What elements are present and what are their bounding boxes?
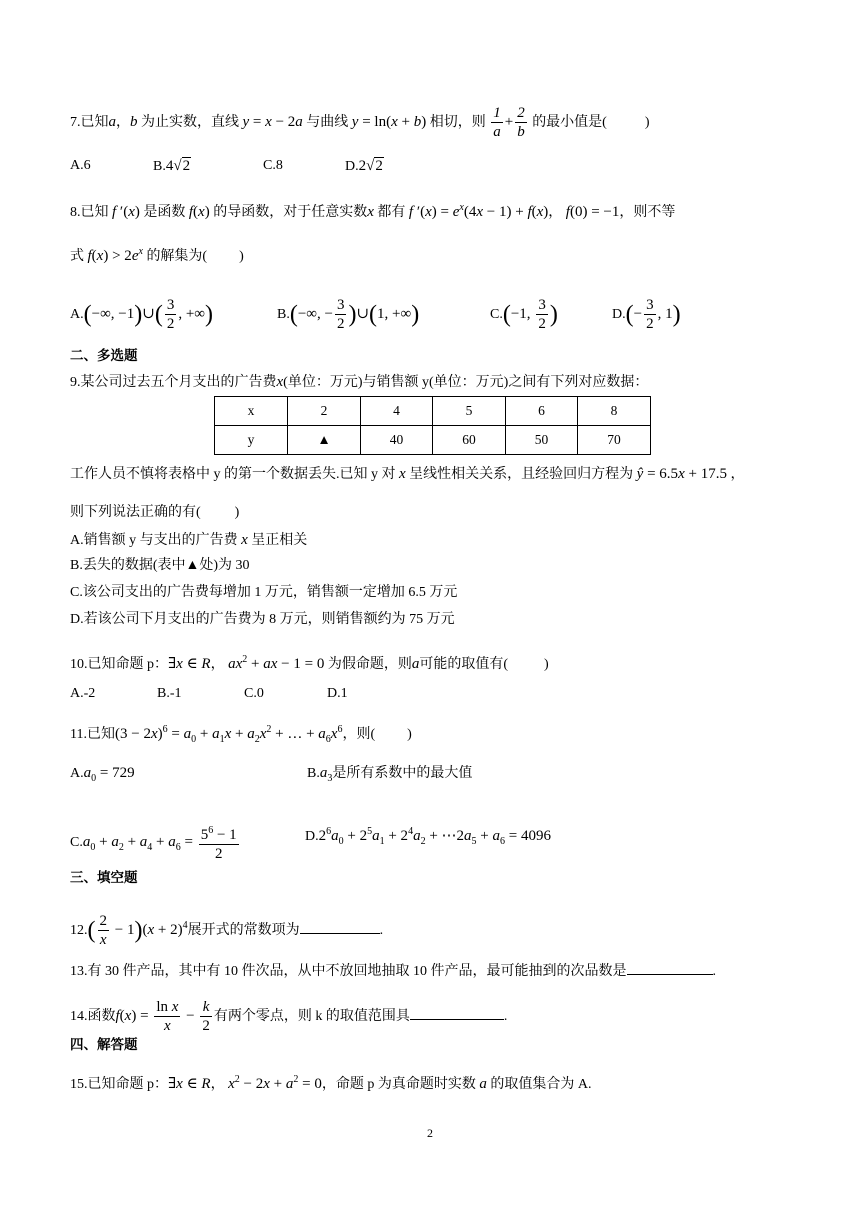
q15-equation: $x^2 - 2x + a^2 = 0$: [228, 1074, 322, 1092]
question-9-line2: 工作人员不慎将表格中 y 的第一个数据丢失.已知 y 对 x 呈线性相关关系，且经验回归方程为 ŷ = 6.5x + 17.5 ，: [70, 466, 745, 482]
table-cell: y: [215, 426, 288, 455]
q8-text2: 是函数: [143, 205, 186, 220]
table-cell: 40: [361, 426, 433, 455]
q7-close: ): [644, 114, 650, 130]
q14-answer-blank[interactable]: [410, 1019, 504, 1020]
table-cell: 6: [506, 397, 578, 426]
q10-quantifier: ∃x ∈ R: [168, 656, 211, 672]
q8-text4: 都有: [377, 205, 406, 220]
q9-intro-a: 9.某公司过去五个月支出的广告费: [70, 375, 277, 390]
q10-close: ): [544, 657, 549, 672]
q8-fprime: f ′(x): [112, 204, 140, 220]
q10-option-b: B.-1: [157, 686, 182, 701]
section-fill-in: 三、填空题: [70, 870, 138, 886]
q8-text3: 的导函数，对于任意实数: [213, 205, 368, 220]
q11-text: 11.已知: [70, 727, 115, 742]
q15-quantifier: ∃x ∈ R: [168, 1076, 211, 1092]
question-11: [70, 720, 412, 750]
q7-option-b: B.4√2: [153, 158, 191, 174]
q10-text: 10.已知命题 p：: [70, 657, 168, 672]
q10-option-a: A.-2: [70, 686, 96, 701]
q12-text: 12.: [70, 922, 88, 938]
q8-inequality: $f(x) > 2e^x$: [87, 246, 143, 264]
q9-close: ): [234, 505, 240, 520]
q8-option-b: B.(−∞, − $\frac{3}{2}$ )∪(1, +∞): [277, 297, 420, 332]
q12-text2: 展开式的常数项为: [187, 922, 300, 938]
q15-text: 15.已知命题 p：: [70, 1077, 168, 1092]
q12-answer-blank[interactable]: [300, 933, 380, 934]
q7-option-d: D.2√2: [345, 158, 383, 174]
q7-text2: 为止实数，直线: [141, 114, 239, 130]
question-12: 12.( $\frac{2}{x}$ − $1)(x + 2)^4$展开式的常数项为 .: [70, 913, 384, 948]
q8-option-d: D.(− $\frac{3}{2}$ , 1): [612, 297, 681, 332]
table-cell: 8: [578, 397, 651, 426]
question-15: 15.已知命题 p：∃x ∈ R， $x^2 - 2x + a^2 = 0$，命题 p 为真命题时实数 a 的取值集合为 A.: [70, 1074, 592, 1092]
q7-option-a: A.6: [70, 158, 91, 173]
q11-option-b: $B.a_3$是所有系数中的最大值: [307, 765, 473, 784]
section-multiple-choice: 二、多选题: [70, 348, 138, 364]
q10-text3: 可能的取值有(: [419, 657, 508, 672]
q9-option-c: C.该公司支出的广告费每增加 1 万元，销售额一定增加 6.5 万元: [70, 585, 458, 600]
table-cell: 60: [433, 426, 506, 455]
question-7: 7.已知a，b 为止实数，直线 y = x − 2a 与曲线 y = ln(x + b) 相切，则 $\frac{1}{a}$ + $\frac{2}{b}$ 的最小值是( ): [70, 105, 650, 140]
page-number: 2: [427, 1126, 433, 1140]
q8-line2a: 式: [70, 249, 84, 264]
q7-text: 7.已知: [70, 114, 109, 130]
q10-option-d: D.1: [327, 686, 348, 701]
q9-line2b: 呈线性相关关系，且经验回归方程为: [409, 467, 634, 482]
q8-initial: f(0) = −1: [565, 204, 620, 220]
question-9: 9.某公司过去五个月支出的广告费x(单位：万元)与销售额 y(单位：万元)之间有下列对应数据：: [70, 374, 649, 390]
table-cell: x: [215, 397, 288, 426]
q7-option-c: C.8: [263, 158, 283, 173]
q14-text2: 有两个零点，则 k 的取值范围具: [213, 1008, 410, 1024]
q9-option-b: B.丢失的数据(表中▲处)为 30: [70, 558, 250, 573]
q12-expression: ( $\frac{2}{x}$ − $1)(x + 2)^4$: [87, 913, 188, 948]
q9-line3: 则下列说法正确的有(: [70, 505, 201, 520]
q9-line2a: 工作人员不慎将表格中 y 的第一个数据丢失.已知 y 对: [70, 467, 396, 482]
q8-line2b: 的解集为(: [146, 249, 208, 264]
q7-expression: $\frac{1}{a}$ + $\frac{2}{b}$: [493, 105, 525, 140]
q14-text: 14.函数: [70, 1008, 116, 1024]
question-10: 10.已知命题 p：∃x ∈ R， $ax^2$ + ax − 1 = 0 为假命题，则a可能的取值有( ): [70, 654, 549, 672]
q14-function: f(x) = $\frac{\text{ln x}}{x}$ − $\frac{k}{2}$: [115, 999, 210, 1034]
q8-text6: ，则不等: [619, 205, 676, 220]
q13-text: 13.有 30 件产品，其中有 10 件次品，从中不放回地抽取 10 件产品，最可能抽到的次品数是: [70, 964, 627, 979]
q9-regression-eq: ŷ = 6.5x + 17.5: [636, 466, 727, 482]
q15-text2: ，命题 p 为真命题时实数: [321, 1077, 476, 1092]
q8-comma: ，: [548, 205, 563, 220]
q7-line-eq: y = x − 2a: [242, 113, 303, 130]
table-row: [215, 397, 651, 426]
q10-text2: 为假命题，则: [327, 657, 412, 672]
q11-text2: ，则(: [342, 727, 376, 742]
section-solutions: 四、解答题: [70, 1037, 138, 1053]
q13-answer-blank[interactable]: [627, 974, 713, 975]
q15-text3: 的取值集合为 A.: [490, 1077, 592, 1092]
question-9-line3: [70, 503, 239, 523]
q8-option-a: A.(−∞, −1)∪( $\frac{3}{2}$ , +∞): [70, 297, 213, 332]
table-cell: 5: [433, 397, 506, 426]
q9-intro-b: (单位：万元)与销售额 y(单位：万元)之间有下列对应数据：: [283, 375, 649, 390]
q9-option-a: A.销售额 y 与支出的广告费 x 呈正相关: [70, 532, 308, 548]
question-8: 8.已知 f ′(x) 是函数 f(x) 的导函数，对于任意实数x 都有 f $'(x) = e^x(4x - 1) + f(x)$， f(0) = −1，则不等: [70, 202, 676, 220]
q8-f: f(x): [188, 204, 210, 220]
q7-comma: ，: [116, 114, 130, 130]
q8-text: 8.已知: [70, 205, 109, 220]
q7-text4: 相切，则: [429, 114, 486, 130]
q11-option-c: $C.a_0 + a_2 + a_4 + a_6$ = $\frac{5^6 - 1}{2}$: [70, 822, 241, 863]
q9-option-d: D.若该公司下月支出的广告费为 8 万元，则销售额约为 75 万元: [70, 612, 455, 627]
q11-close: ): [407, 727, 412, 742]
question-8-line2: [70, 242, 244, 267]
table-cell: 2: [288, 397, 361, 426]
table-cell: 4: [361, 397, 433, 426]
q11-option-d: $D.2^6a_0 + 2^5a_1 + 2^4a_2$ + $\cdots 2a_5 + a_6 = 4096$: [305, 826, 551, 847]
q10-equation: $ax^2$ + ax − 1 = 0: [228, 654, 325, 672]
q11-expansion: $(3 - 2x)^6 = a_0 + a_1x + a_2x^2$ + … + $a_6x^6$: [114, 724, 343, 745]
q9-data-table: [214, 396, 651, 455]
q10-option-c: C.0: [244, 686, 264, 701]
question-14: 14.函数f(x) = $\frac{\text{ln x}}{x}$ − $\frac{k}{2}$ 有两个零点，则 k 的取值范围具 .: [70, 999, 508, 1034]
q7-text5: 的最小值是(: [532, 114, 607, 130]
q11-option-a: $A.a_0 = 729$: [70, 765, 135, 784]
table-cell: 50: [506, 426, 578, 455]
table-cell: 70: [578, 426, 651, 455]
q8-close: ): [239, 249, 244, 264]
q8-equation: f $'(x) = e^x(4x - 1) + f(x)$: [408, 202, 549, 220]
question-13: 13.有 30 件产品，其中有 10 件次品，从中不放回地抽取 10 件产品，最可能抽到的次品数是 .: [70, 964, 716, 979]
q8-option-c: C.(−1, $\frac{3}{2}$ ): [490, 297, 558, 332]
table-row: [215, 426, 651, 455]
table-cell-missing: ▲: [288, 426, 361, 455]
q7-text3: 与曲线: [306, 114, 349, 130]
q7-curve-eq: y = ln(x + b): [351, 113, 427, 130]
